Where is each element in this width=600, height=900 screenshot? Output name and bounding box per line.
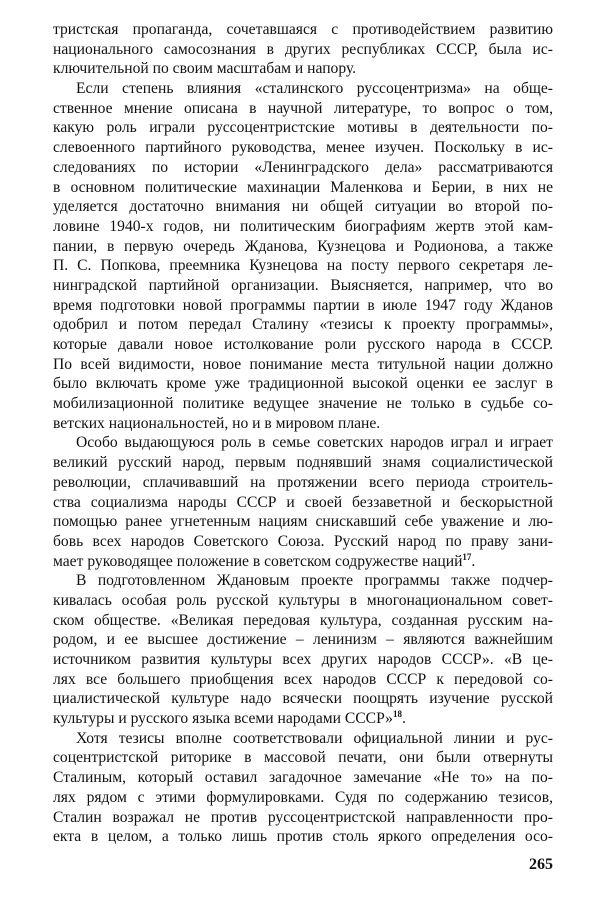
line-text: мает руководящее положение в советском содружестве наций <box>53 552 463 570</box>
line-text: национального самосознания в других республиках СССР, была ис- <box>53 40 553 58</box>
text-line <box>53 493 553 513</box>
text-line <box>53 118 553 138</box>
line-text: Если степень влияния «сталинского руссоцентризма» на обще- <box>76 80 553 98</box>
paragraph <box>53 571 553 729</box>
text-line <box>53 768 553 788</box>
text-line <box>53 355 553 375</box>
text-line <box>53 315 553 335</box>
line-text: екта в целом, а только лишь против столь яркого определения осо- <box>53 828 553 846</box>
text-line <box>53 414 553 434</box>
line-text: ском обществе. «Великая передовая культура, созданная русским на- <box>53 611 553 629</box>
text-line <box>53 99 553 119</box>
line-text: революции, сплачивавший на протяжении всего периода строитель- <box>53 473 553 491</box>
paragraph <box>53 729 553 847</box>
footnote-ref[interactable]: 17 <box>462 551 472 562</box>
line-text: Хотя тезисы вполне соответствовали официальной линии и рус- <box>76 729 553 747</box>
line-text: родом, и ее высшее достижение – ленинизм – являются важнейшим <box>53 631 553 649</box>
text-line <box>53 748 553 768</box>
line-text: кивалась особая роль русской культуры в многонациональном совет- <box>53 591 553 609</box>
text-line <box>53 433 553 453</box>
paragraph <box>53 433 553 571</box>
text-line <box>53 630 553 650</box>
text-line <box>53 394 553 414</box>
line-text: П. С. Попкова, преемника Кузнецова на посту первого секретаря ле- <box>53 257 553 275</box>
line-text: было включать кроме уже традиционной высокой оценки ее заслуг в <box>53 375 553 393</box>
text-line <box>53 256 553 276</box>
text-line <box>53 79 553 99</box>
paragraph <box>53 20 553 79</box>
text-line <box>53 571 553 591</box>
text-line <box>53 808 553 828</box>
text-line <box>53 650 553 670</box>
punctuation: . <box>401 710 406 728</box>
line-text: тристская пропаганда, сочетавшаяся с противодействием развитию <box>53 21 553 38</box>
text-line <box>53 40 553 60</box>
line-text: какую роль играли руссоцентристские мотивы в деятельности по- <box>53 119 553 137</box>
line-text: ства социализма народы СССР и своей беззаветной и бескорыстной <box>53 493 553 511</box>
text-line <box>53 729 553 749</box>
text-line <box>53 827 553 847</box>
text-line <box>53 59 553 79</box>
line-text: уделяется достаточно внимания ни общей ситуации во второй по- <box>53 198 553 216</box>
text-line <box>53 788 553 808</box>
line-text: Особо выдающуюся роль в семье советских народов играл и играет <box>76 434 553 452</box>
line-text: слевоенного партийного руководства, менее изучен. Поскольку в ис- <box>53 139 553 157</box>
line-text: в основном политические махинации Маленкова и Берии, в них не <box>53 178 553 196</box>
text-line <box>53 512 553 532</box>
line-text: источником развития культуры всех других народов СССР». «В це- <box>53 651 553 668</box>
text-line <box>53 197 553 217</box>
line-text: нинградской партийной организации. Выясняется, например, что во <box>53 276 553 294</box>
line-text: По всей видимости, новое понимание места титульной нации должно <box>53 355 553 373</box>
text-line <box>53 296 553 316</box>
text-line <box>53 591 553 611</box>
line-text: следованиях по истории «Ленинградского дела» рассматриваются <box>53 158 553 176</box>
line-text: ственное мнение описана в научной литературе, то вопрос о том, <box>53 99 553 117</box>
text-line <box>53 217 553 237</box>
text-line <box>53 709 553 729</box>
text-line <box>53 335 553 355</box>
paragraph <box>53 79 553 433</box>
punctuation: . <box>471 552 476 570</box>
line-text: бовь всех народов Советского Союза. Русский народ по праву зани- <box>53 532 553 550</box>
line-text: пании, в первую очередь Жданова, Кузнецова и Родионова, а также <box>53 237 553 255</box>
text-line <box>53 611 553 631</box>
line-text: Сталин возражал не против руссоцентристской направленности про- <box>53 808 553 826</box>
text-line <box>53 138 553 158</box>
page-body <box>53 20 553 847</box>
text-line <box>53 20 553 40</box>
text-line <box>53 178 553 198</box>
line-text: культуры и русского языка всеми народами СССР» <box>53 710 393 728</box>
text-line <box>53 689 553 709</box>
line-text: соцентристской риторике в массовой печати, они были отвернуты <box>53 749 553 767</box>
line-text: которые давали новое истолкование роли русского народа в СССР. <box>53 336 553 353</box>
text-line <box>53 158 553 178</box>
line-text: В подготовленном Ждановым проекте программы также подчер- <box>76 572 553 590</box>
text-line <box>53 374 553 394</box>
line-text: ветских национальностей, но и в мировом плане. <box>53 414 381 432</box>
line-text: ключительной по своим масштабам и напору. <box>53 60 357 78</box>
line-text: ловине 1940-х годов, ни политическим биографиям жертв этой кам- <box>53 217 553 235</box>
text-line <box>53 453 553 473</box>
text-line <box>53 237 553 257</box>
text-line <box>53 552 553 572</box>
text-line <box>53 670 553 690</box>
line-text: мобилизационной политике ведущее значение не только в судьбе со- <box>53 395 553 413</box>
text-line <box>53 276 553 296</box>
line-text: лях все большего приобщения всех народов СССР к передовой со- <box>53 670 553 688</box>
line-text: время подготовки новой программы партии в июле 1947 году Жданов <box>53 296 553 314</box>
line-text: циалистической культуре надо всячески поощрять изучение русской <box>53 690 553 708</box>
text-line <box>53 532 553 552</box>
line-text: помощью ранее угнетенным нациям снискавший себе уважение и лю- <box>53 513 553 531</box>
line-text: лях рядом с этими формулировками. Судя по содержанию тезисов, <box>53 788 553 806</box>
footnote-ref[interactable]: 18 <box>392 709 402 720</box>
line-text: одобрил и потом передал Сталину «тезисы к проекту программы», <box>53 316 553 334</box>
text-line <box>53 473 553 493</box>
line-text: великий русский народ, первым поднявший знамя социалистической <box>53 454 553 472</box>
page-number: 265 <box>529 856 553 873</box>
line-text: Сталиным, который оставил загадочное замечание «Не то» на по- <box>53 769 553 787</box>
